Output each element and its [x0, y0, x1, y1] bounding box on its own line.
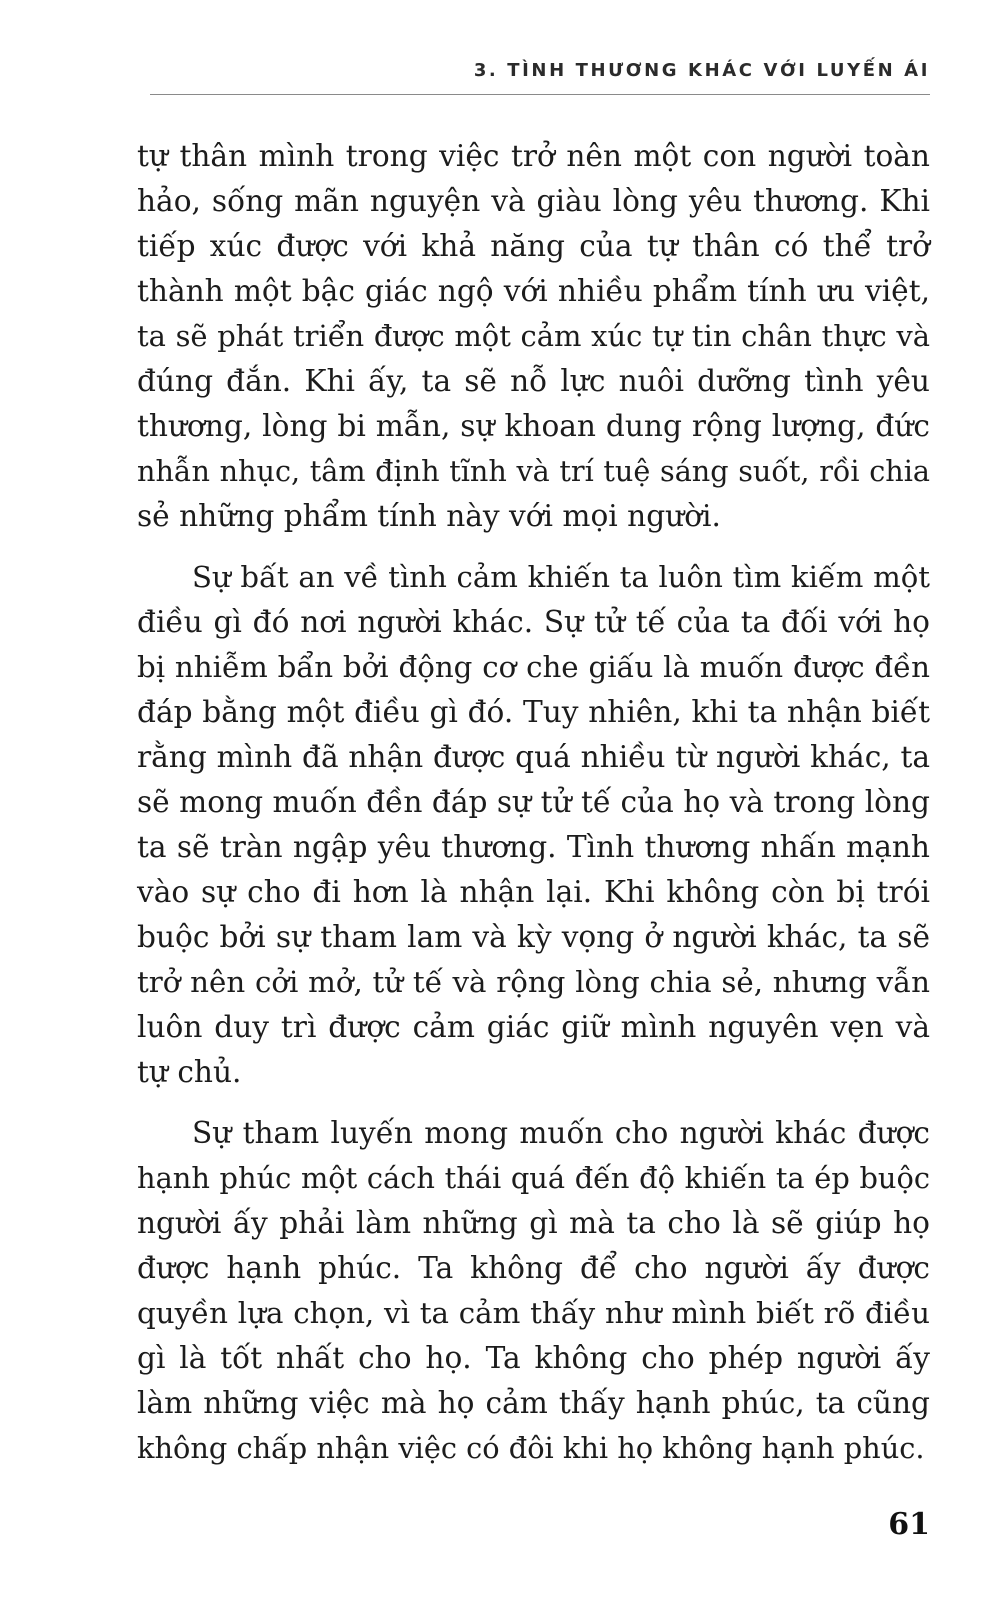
text-line: hảo, sống mãn nguyện và giàu lòng yêu thương. Khi: [137, 184, 930, 218]
text-line: buộc bởi sự tham lam và kỳ vọng ở người khác, ta sẽ: [137, 920, 930, 954]
running-header: 3. TÌNH THƯƠNG KHÁC VỚI LUYẾN ÁI: [473, 60, 930, 81]
page-number: 61: [888, 1507, 930, 1542]
text-line: được hạnh phúc. Ta không để cho người ấy được: [137, 1251, 930, 1285]
paragraph: [137, 134, 930, 539]
text-line: đúng đắn. Khi ấy, ta sẽ nỗ lực nuôi dưỡng tình yêu: [137, 364, 930, 398]
body-text: [137, 134, 930, 1487]
text-line: tự thân mình trong việc trở nên một con người toàn: [137, 139, 930, 173]
paragraph: [137, 555, 930, 1095]
text-line: quyền lựa chọn, vì ta cảm thấy như mình biết rõ điều: [137, 1296, 930, 1330]
text-line: rằng mình đã nhận được quá nhiều từ người khác, ta: [137, 740, 930, 774]
text-line: Sự tham luyến mong muốn cho người khác được: [192, 1116, 930, 1150]
text-line: Sự bất an về tình cảm khiến ta luôn tìm kiếm một: [192, 560, 930, 594]
text-line: điều gì đó nơi người khác. Sự tử tế của ta đối với họ: [137, 605, 930, 639]
text-line: nhẫn nhục, tâm định tĩnh và trí tuệ sáng suốt, rồi chia: [137, 454, 930, 488]
text-line: sẽ mong muốn đền đáp sự tử tế của họ và trong lòng: [137, 785, 930, 819]
text-line: làm những việc mà họ cảm thấy hạnh phúc, ta cũng: [137, 1386, 930, 1420]
text-line: hạnh phúc một cách thái quá đến độ khiến ta ép buộc: [137, 1161, 930, 1195]
text-line: luôn duy trì được cảm giác giữ mình nguyên vẹn và: [137, 1010, 930, 1044]
text-line: tiếp xúc được với khả năng của tự thân có thể trở: [137, 229, 930, 263]
text-line: tự chủ.: [137, 1055, 242, 1089]
text-line: ta sẽ phát triển được một cảm xúc tự tin chân thực và: [137, 319, 930, 353]
text-line: đáp bằng một điều gì đó. Tuy nhiên, khi ta nhận biết: [137, 695, 930, 729]
text-line: thương, lòng bi mẫn, sự khoan dung rộng lượng, đức: [137, 409, 930, 443]
text-line: trở nên cởi mở, tử tế và rộng lòng chia sẻ, nhưng vẫn: [137, 965, 930, 999]
text-line: bị nhiễm bẩn bởi động cơ che giấu là muốn được đền: [137, 650, 930, 684]
text-line: gì là tốt nhất cho họ. Ta không cho phép người ấy: [137, 1341, 930, 1375]
header-divider: [150, 94, 930, 95]
text-line: người ấy phải làm những gì mà ta cho là sẽ giúp họ: [137, 1206, 930, 1240]
text-line: vào sự cho đi hơn là nhận lại. Khi không còn bị trói: [137, 875, 930, 909]
text-line: không chấp nhận việc có đôi khi họ không hạnh phúc.: [137, 1431, 925, 1465]
text-line: sẻ những phẩm tính này với mọi người.: [137, 499, 721, 533]
text-line: ta sẽ tràn ngập yêu thương. Tình thương nhấn mạnh: [137, 830, 930, 864]
text-line: thành một bậc giác ngộ với nhiều phẩm tính ưu việt,: [137, 274, 930, 308]
paragraph: [137, 1111, 930, 1471]
